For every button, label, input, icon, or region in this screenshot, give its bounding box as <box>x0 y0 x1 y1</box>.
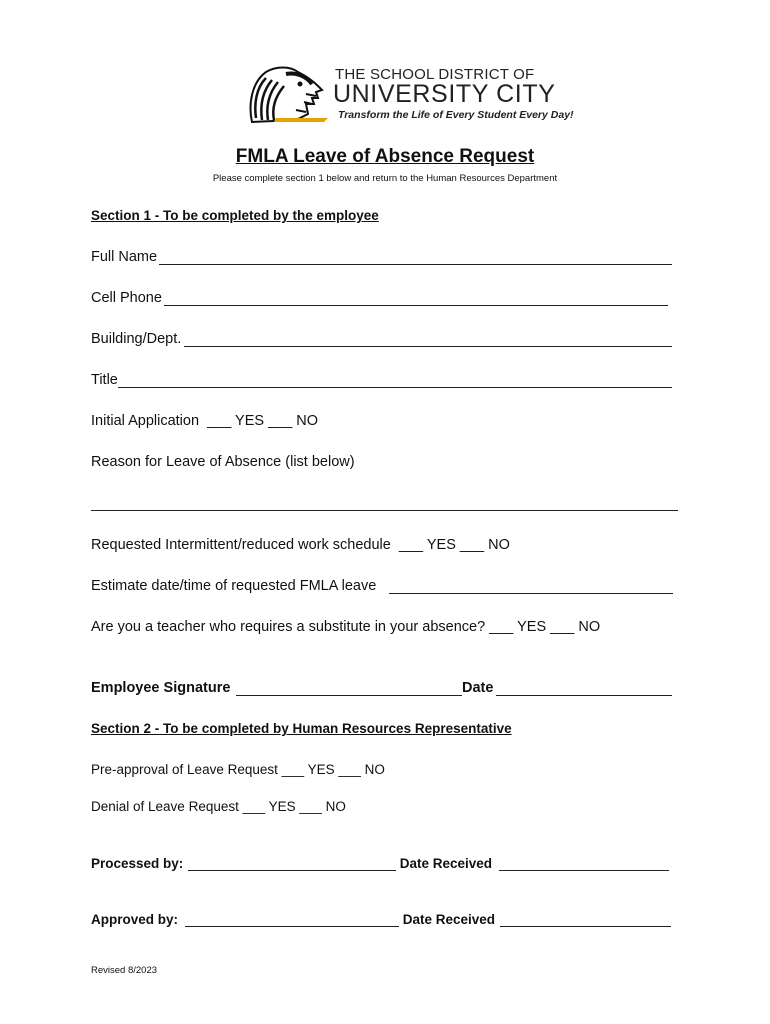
approved-by-label: Approved by: <box>91 912 182 927</box>
title-field[interactable] <box>118 387 672 388</box>
logo-tagline: Transform the Life of Every Student Every Day! <box>338 109 574 121</box>
section-1-heading: Section 1 - To be completed by the employee <box>91 208 379 223</box>
logo-line-1: THE SCHOOL DISTRICT OF <box>335 66 535 83</box>
logo-line-2: UNIVERSITY CITY <box>333 80 556 108</box>
date-received-2-label: Date Received <box>399 912 499 927</box>
title-label: Title <box>91 372 118 388</box>
date-received-2-field[interactable] <box>500 926 671 927</box>
processed-by-label: Processed by: <box>91 856 188 871</box>
employee-signature-label: Employee Signature <box>91 680 231 696</box>
revision-note: Revised 8/2023 <box>91 965 158 976</box>
form-subtitle: Please complete section 1 below and return to the Human Resources Department <box>212 173 558 184</box>
signature-date-field[interactable] <box>496 695 672 696</box>
building-dept-field[interactable] <box>184 346 672 347</box>
reason-field[interactable] <box>91 510 678 511</box>
full-name-field[interactable] <box>159 264 672 265</box>
date-received-1-field[interactable] <box>499 870 669 871</box>
denial-label[interactable]: Denial of Leave Request ___ YES ___ NO <box>91 799 346 814</box>
estimate-label: Estimate date/time of requested FMLA leave <box>91 578 377 594</box>
teacher-substitute-label[interactable]: Are you a teacher who requires a substitute in your absence? ___ YES ___ NO <box>91 619 601 635</box>
cell-phone-label: Cell Phone <box>91 290 162 306</box>
building-dept-label: Building/Dept. <box>91 331 182 347</box>
intermittent-label[interactable]: Requested Intermittent/reduced work schedule ___ YES ___ NO <box>91 537 510 553</box>
signature-date-label: Date <box>462 680 494 696</box>
form-title: FMLA Leave of Absence Request <box>235 146 535 167</box>
approved-by-field[interactable] <box>185 926 399 927</box>
cell-phone-field[interactable] <box>164 305 668 306</box>
full-name-label: Full Name <box>91 249 158 265</box>
reason-label: Reason for Leave of Absence (list below) <box>91 454 355 470</box>
section-2-heading: Section 2 - To be completed by Human Resources Representative <box>91 721 512 736</box>
preapproval-label[interactable]: Pre-approval of Leave Request ___ YES ___ NO <box>91 762 385 777</box>
estimate-field[interactable] <box>389 593 673 594</box>
date-received-1-label: Date Received <box>396 856 496 871</box>
lion-head-icon <box>251 68 328 123</box>
initial-application-label[interactable]: Initial Application ___ YES ___ NO <box>91 413 319 429</box>
processed-by-field[interactable] <box>188 870 396 871</box>
employee-signature-field[interactable] <box>236 695 462 696</box>
